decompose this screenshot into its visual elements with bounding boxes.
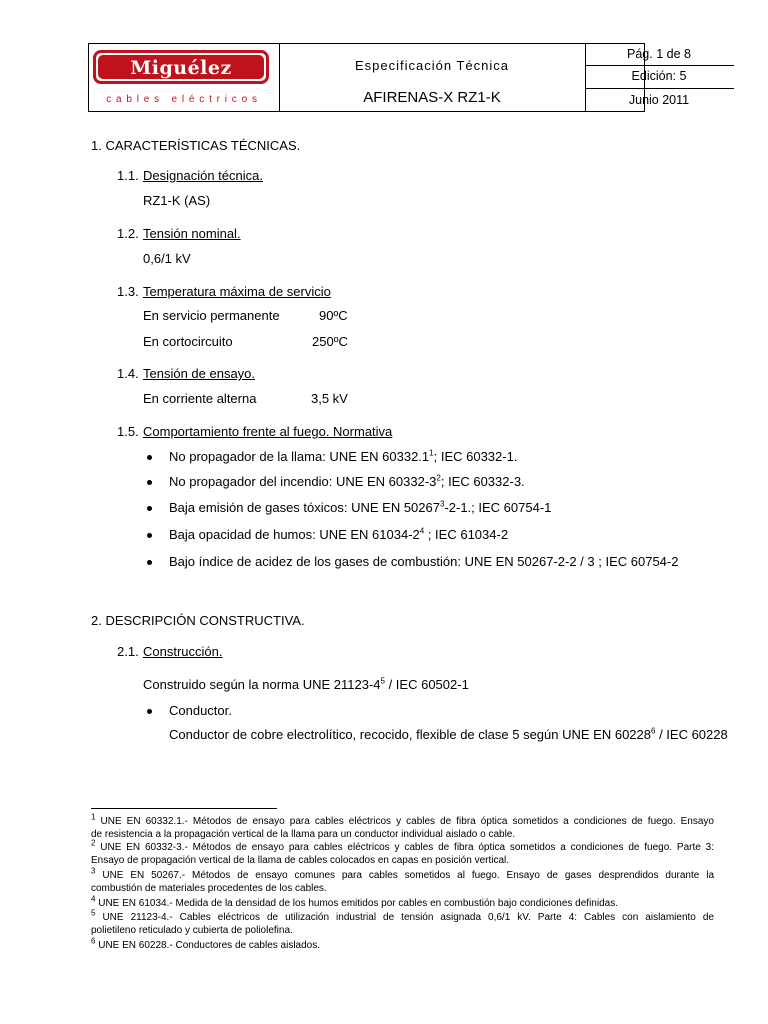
row-divider: [585, 88, 734, 89]
temp-shortcircuit-label: En cortocircuito: [143, 334, 233, 349]
product-name: AFIRENAS-X RZ1-K: [363, 89, 501, 106]
section-1-4-title: Tensión de ensayo.: [143, 366, 256, 381]
section-1-1-title: Designación técnica.: [143, 168, 263, 183]
section-1-3-title: Temperatura máxima de servicio: [143, 284, 331, 299]
temp-permanent-value: 90ºC: [319, 308, 348, 323]
bullet-icon: [147, 533, 152, 538]
conductor-heading: Conductor.: [169, 703, 232, 718]
section-1-2-title: Tensión nominal.: [143, 226, 241, 241]
bullet-icon: [147, 480, 152, 485]
fire-norm-3: Baja emisión de gases tóxicos: UNE EN 50267$^3$-2-1.; IEC 60754-1: [169, 499, 552, 515]
bullet-icon: [147, 455, 152, 460]
conductor-description: Conductor de cobre electrolítico, recocido, flexible de clase 5 según UNE EN 60228$^6$ / IEC 60228: [169, 726, 728, 742]
section-1-5-title: Comportamiento frente al fuego. Normativa: [143, 424, 393, 439]
page-number: Pág. 1 de 8: [627, 47, 691, 61]
fire-norm-2: No propagador del incendio: UNE EN $60332-3^2$; IEC 60332-3.: [169, 473, 525, 489]
section-1-2-number: 1.2.: [117, 226, 139, 241]
document-header: [88, 43, 691, 112]
row-divider: [585, 65, 734, 66]
bullet-icon: [147, 506, 152, 511]
title-cell: [279, 44, 586, 111]
spec-title: Especificación Técnica: [355, 58, 509, 73]
section-1-heading: 1. CARACTERÍSTICAS TÉCNICAS.: [91, 138, 301, 153]
meta-cells: [585, 44, 733, 111]
fire-norm-4: Baja opacidad de humos: UNE EN $61034-2^4$ ; IEC 61034-2: [169, 526, 509, 542]
temp-shortcircuit-value: 250ºC: [312, 334, 348, 349]
footnote-6: $^6$ UNE EN 60228.- Conductores de cables aislados.: [91, 936, 321, 951]
section-1-3-number: 1.3.: [117, 284, 139, 299]
section-1-1-number: 1.1.: [117, 168, 139, 183]
section-2-heading: 2. DESCRIPCIÓN CONSTRUCTIVA.: [91, 613, 305, 628]
fire-norm-1: No propagador de la llama: UNE EN 60332.1$^1$; IEC 60332-1.: [169, 448, 518, 464]
logo-cell: [89, 44, 280, 111]
fire-norm-5: Bajo índice de acidez de los gases de combustión: UNE EN 50267-2-2 / 3 ; IEC 60754-2: [169, 554, 679, 569]
footnote-4: $^4$ UNE EN 61034.- Medida de la densidad de los humos emitidos por cables en combustión bajo condiciones definidas.: [91, 894, 618, 909]
logo-background: [98, 55, 264, 79]
company-logo: [93, 50, 269, 84]
footnote-2: $^2$ UNE EN 60332-3.- Métodos de ensayo para cables eléctricos y cables de fibra óptica sometidos a condiciones de fuego. Parte 3: Ensayo de propagación vertical de la llama de cables colocados en capas en posición vertical.: [91, 838, 714, 866]
test-ac-value: 3,5 kV: [311, 391, 348, 406]
logo-text: Miguélez: [130, 57, 232, 79]
footnote-3: $^3$ UNE EN 50267.- Métodos de ensayo comunes para cables sometidos al fuego. Ensayo de gases desprendidos durante la combustión de materiales procedentes de los cables.: [91, 866, 714, 894]
test-ac-label: En corriente alterna: [143, 391, 257, 406]
section-1-5-number: 1.5.: [117, 424, 139, 439]
edition: Edición: 5: [631, 69, 687, 83]
date: Junio 2011: [628, 93, 690, 107]
section-1-4-number: 1.4.: [117, 366, 139, 381]
footnote-5: $^5$ UNE 21123-4.- Cables eléctricos de utilización industrial de tensión asignada 0,6/1 kV. Parte 4: Cables con aislamiento de polietileno reticulado y cubierta de poliolefina.: [91, 908, 714, 936]
construction-standard: Construido según la norma UNE $21123-4^5$ / IEC 60502-1: [143, 676, 469, 692]
temp-permanent-label: En servicio permanente: [143, 308, 280, 323]
voltage-value: 0,6/1 kV: [143, 251, 191, 266]
section-2-1-number: 2.1.: [117, 644, 139, 659]
designation-value: RZ1-K (AS): [143, 193, 211, 208]
section-2-1-title: Construcción.: [143, 644, 223, 659]
bullet-icon: [147, 560, 152, 565]
footnote-1: $^1$ UNE EN 60332.1.- Métodos de ensayo para cables eléctricos y cables de fibra óptica sometidos a condiciones de fuego. Ensayo de resistencia a la propagación vertical de la llama para un conductor individual aislado o cable.: [91, 812, 714, 840]
bullet-icon: [147, 709, 152, 714]
logo-tagline: cables eléctricos: [106, 94, 262, 105]
footnote-separator: [91, 808, 277, 809]
